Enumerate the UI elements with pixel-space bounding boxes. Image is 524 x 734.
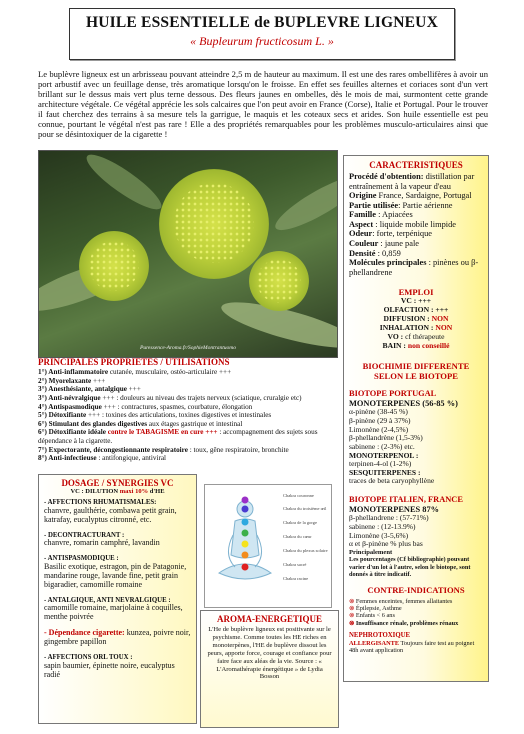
- synergy-block: - AFFECTIONS ORL TOUX : sapin baumier, épinette noire, eucalyptus radié: [44, 653, 175, 679]
- contre-item: ⊗ Enfants < 6 ans: [349, 612, 395, 620]
- property-item: 8°) Anti-infectieuse : antifongique, antiviral: [38, 454, 167, 463]
- biotope-portugal: [344, 389, 488, 486]
- synergy-block: - DECONTRACTURANT : chanvre, romarin camphré, lavandin: [44, 531, 160, 548]
- char-row: Partie utilisée: Partie aérienne: [349, 200, 453, 210]
- biotope-line: SESQUITERPENES :: [349, 467, 421, 477]
- biotope-line: α-pinène (38-45 %): [349, 407, 408, 417]
- intro-paragraph: Le buplèvre ligneux est un arbrisseau pouvant atteindre 2,5 m de hauteur au maximum. Il est une des rares ombellifères à avoir un port arbustif avec un feuillage dense, très aromatique lorsqu'on le froisse. En effet ses feuilles alternes et coriaces sont d'un vert brillant sur le dessus mais vert plus terne dessous. Des fleurs jaunes en ombelles, dès le mois de mai, surmontent cette grande architecture végétale. Ce végétal apprécie les sols calcaires que l'on peut avoir en France (Corse), Italie et Portugal. Pour le trouver il faut cherchez des terrains à sa mesure tels la garrigue, le maquis et les coteaux secs et arides. Son huile essentielle est peu connue, pourtant le végétal n'est pas rare ! Elle a des propriétés remarquables pour les problèmes musculo-articulaires ainsi que pour se désintoxiquer de la cigarette !: [38, 69, 488, 139]
- biotope-portugal-title: BIOTOPE PORTUGAL: [349, 389, 437, 399]
- nephro-label: NEPHROTOXIQUE: [349, 631, 411, 639]
- title-box: [69, 8, 455, 60]
- biotope-line: sabinene : (12-13.9%): [349, 521, 416, 531]
- chakra-label: Chakra du troisième œil: [283, 506, 327, 511]
- biotope-line: sabinene : (2-3%) etc.: [349, 441, 415, 451]
- synergy-block: - AFFECTIONS RHUMATISMALES: chanvre, gaulthérie, combawa petit grain, katrafay, eucalyptus citronné, etc.: [44, 499, 177, 524]
- emploi-title: EMPLOI: [398, 287, 434, 298]
- char-row: Origine France, Sardaigne, Portugal: [349, 191, 472, 201]
- char-row: Procédé d'obtention: distillation par entraînement à la vapeur d'eau: [349, 172, 475, 191]
- char-row: Odeur: forte, terpénique: [349, 229, 433, 239]
- page-title: HUILE ESSENTIELLE de BUPLEVRE LIGNEUX: [86, 14, 438, 31]
- dosage-title: DOSAGE / SYNERGIES VC: [61, 478, 174, 488]
- aroma-title: AROMA-ENERGETIQUE: [216, 614, 322, 624]
- property-item: 5°) Détoxifiante +++ : toxines des articulations, toxines digestives et intestinales: [38, 411, 272, 420]
- contre-title: CONTRE-INDICATIONS: [367, 585, 465, 596]
- plant-photo: [38, 150, 338, 358]
- biotope-line: MONOTERPENOL :: [349, 450, 419, 460]
- biotope-princ: Principalement: [349, 548, 393, 556]
- emploi-vc: VC : +++: [400, 296, 432, 306]
- property-item: 2°) Myorelaxante +++: [38, 376, 106, 385]
- chakra-label: Chakra du cœur: [283, 534, 312, 539]
- aroma-text: L'He de buplèvre ligneux est positivante sur le psychisme. Comme toutes les HE riches en monoterpènes, l'HE de buplèvre dissout les peurs, apporte force, courage et confiance pour faire face aux aléas de la vie. Source : « L'Aromathérapie énergétique » de Lydia Bosson: [207, 626, 332, 681]
- latin-name: « Bupleurum fructicosum L. »: [190, 34, 334, 48]
- synergy-block: - ANTISPASMODIQUE : Basilic exotique, estragon, pin de Patagonie, mandarine rouge, lavande fine, petit grain bigaradier, camomille romaine: [44, 555, 187, 589]
- property-item: 6°) Stimulant des glandes digestives aux étages gastrique et intestinal: [38, 419, 243, 428]
- synergy-block: - ANTALGIQUE, ANTI NEVRALGIQUE : camomille romaine, marjolaine à coquilles, menthe poivrée: [44, 596, 183, 622]
- chakra-diagram: [204, 484, 332, 608]
- photo-caption: Puressence-Aroma.fr/SophieMontrantuomo: [140, 345, 236, 351]
- property-item: 3°) Anti-névralgique +++ : douleurs au niveau des trajets nerveux (sciatique, cruralgie etc): [38, 393, 302, 402]
- contre-item: ⊗ Insuffisance rénale, problèmes rénaux: [349, 619, 459, 627]
- contre-item: ⊗ Épilepsie, Asthme: [349, 605, 402, 613]
- chakra-label: Chakra du plexus solaire: [283, 548, 328, 553]
- biotope-line: β-phellandrène (1,5-3%): [349, 433, 423, 443]
- chakra-label: Chakra racine: [283, 576, 309, 581]
- char-row: Couleur : jaune pale: [349, 239, 420, 249]
- properties-title: PRINCIPALES PROPRIETES / UTILISATIONS: [38, 357, 230, 367]
- biotope-line: MONOTERPENES (56-85 %): [349, 398, 458, 408]
- biotope-italie: [344, 495, 488, 578]
- allerg-note: ALLERGISANTE Toujours faire test au poignet 48h avant application: [349, 639, 475, 654]
- property-item: 4°) Antispasmodique +++ : contractures, spasmes, courbature, élongation: [38, 402, 253, 411]
- warning-icon: ⊗: [349, 619, 356, 627]
- chakra-label: Chakra couronne: [283, 493, 314, 498]
- properties-list: [38, 368, 338, 463]
- biotope-line: β-pinène (29 à 37%): [349, 416, 411, 426]
- emploi-vo: VO : cf thérapeute: [387, 332, 445, 342]
- emploi-inhalation: INHALATION : NON: [379, 323, 453, 333]
- biochimie-title: BIOCHIMIE DIFFERENTE SELON LE BIOTOPE: [362, 361, 470, 382]
- characteristics-list: [344, 172, 488, 277]
- dosage-panel: [38, 474, 197, 724]
- property-item: 6°) Détoxifiante idéale contre le TABAGISME en cure +++ : accompagnement des sujets sous dépendance à la cigarette.: [38, 428, 318, 446]
- property-item: 1°) Anti-inflammatoire cutanée, musculaire, ostéo-articulaire +++: [38, 368, 232, 376]
- characteristics-panel: [343, 155, 489, 682]
- biotope-line: Limonène (3-5,6%): [349, 530, 409, 540]
- biotope-line: terpinen-4-ol (1-2%): [349, 459, 412, 469]
- char-row: Famille : Apiacées: [349, 210, 413, 220]
- emploi-bain: BAIN : non conseillé: [382, 341, 450, 351]
- dosage-vc: VC : DILUTION maxi 10% d'HE: [70, 488, 165, 495]
- char-row: Densité : 0,859: [349, 248, 401, 258]
- char-row: Aspect : liquide mobile limpide: [349, 219, 457, 229]
- emploi-diffusion: DIFFUSION : NON: [383, 314, 449, 324]
- chakra-label: Chakra sacré: [283, 562, 307, 567]
- emploi-olfaction: OLFACTION : +++: [383, 305, 449, 315]
- aroma-energetique-panel: [200, 610, 339, 728]
- property-item: 3°) Anesthésiante, antalgique +++: [38, 385, 141, 394]
- biotope-line: traces de beta caryophyllène: [349, 476, 435, 486]
- warning-icon: ⊗: [349, 612, 356, 620]
- biotope-italie-title: BIOTOPE ITALIEN, FRANCE: [349, 495, 463, 505]
- warning-icon: ⊗: [349, 597, 356, 605]
- contre-indications: [344, 586, 488, 654]
- biotope-line: β-phellandrene : (57-71%): [349, 513, 429, 523]
- meditation-figure-icon: [215, 495, 275, 600]
- property-item: 7°) Expectorante, décongestionnante respiratoire : toux, gêne respiratoire, bronchite: [38, 445, 289, 454]
- biotope-line: α et β-pinène % plus bas: [349, 539, 423, 549]
- biotope-line: MONOTERPENES 87%: [349, 504, 440, 514]
- biotope-line: Limonène (2-4,5%): [349, 424, 409, 434]
- contre-item: ⊗ Femmes enceintes, femmes allaitantes: [349, 597, 453, 605]
- warning-icon: ⊗: [349, 605, 356, 613]
- chakra-label: Chakra de la gorge: [283, 520, 318, 525]
- synergy-block: - Dépendance cigarette: kunzea, poivre noir, gingembre papillon: [44, 628, 191, 647]
- emploi-section: [344, 287, 488, 351]
- biotope-note: Les pourcentages (Cf bibliographie) pouvant varier d'un lot à l'autre, selon le biotope, sont donnés à titre indicatif.: [349, 556, 471, 578]
- char-row: Molécules principales : pinènes ou β-phellandrene: [349, 258, 479, 277]
- characteristics-title: CARACTERISTIQUES: [369, 160, 463, 170]
